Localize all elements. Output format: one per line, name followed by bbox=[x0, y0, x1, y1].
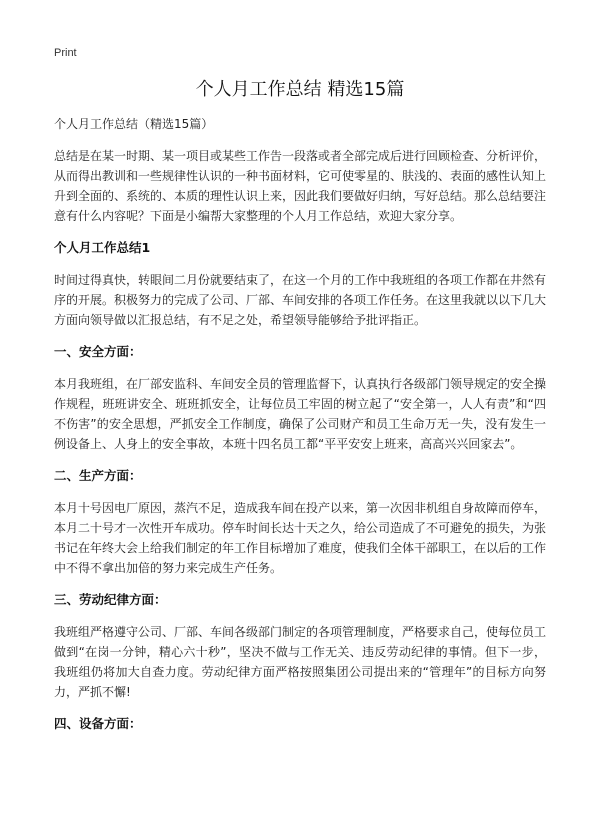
equipment-heading: 四、设备方面： bbox=[54, 716, 142, 731]
production-heading: 二、生产方面： bbox=[54, 468, 142, 483]
document-subtitle: 个人月工作总结（精选15篇） bbox=[54, 117, 214, 131]
section-1-heading: 个人月工作总结1 bbox=[54, 240, 151, 255]
discipline-heading: 三、劳动纪律方面： bbox=[54, 592, 167, 607]
production-paragraph: 本月十号因电厂原因，蒸汽不足，造成我车间在投产以来，第一次因非机组自身故障而停车，本月二十号才一次性开车成功。停车时间长达十天之久，给公司造成了不可避免的损失，为张书记在年终大会上给我们制定的年工作目标增加了难度，使我们全体干部职工，在以后的工作中不得不拿出加倍的努力来完成生产任务。 bbox=[54, 501, 547, 575]
safety-paragraph: 本月我班组，在厂部安监科、车间安全员的管理监督下，认真执行各级部门领导规定的安全操作规程，班班讲安全、班班抓安全，让每位员工牢固的树立起了“安全第一，人人有责”和“四不伤害”的安全思想，严抓安全工作制度，确保了公司财产和员工生命万无一失，没有发生一例设备上、人身上的安全事故，本班十四名员工都“平平安安上班来，高高兴兴回家去”。 bbox=[54, 377, 547, 451]
discipline-paragraph: 我班组严格遵守公司、厂部、车间各级部门制定的各项管理制度，严格要求自己，使每位员工做到“在岗一分钟，精心六十秒”，坚决不做与工作无关、违反劳动纪律的事情。但下一步，我班组仍将加大自查力度。劳动纪律方面严格按照集团公司提出来的“管理年”的目标方向努力，严抓不懈! bbox=[54, 625, 547, 699]
document-title: 个人月工作总结 精选15篇 bbox=[195, 79, 405, 100]
section-1-paragraph: 时间过得真快，转眼间二月份就要结束了，在这一个月的工作中我班组的各项工作都在井然有序的开展。积极努力的完成了公司、厂部、车间安排的各项工作任务。在这里我就以以下几大方面向领导做以汇报总结，有不足之处，希望领导能够给予批评指正。 bbox=[54, 273, 547, 327]
print-label[interactable]: Print bbox=[54, 47, 77, 59]
intro-paragraph: 总结是在某一时期、某一项目或某些工作告一段落或者全部完成后进行回顾检查、分析评价，从而得出教训和一些规律性认识的一种书面材料，它可使零星的、肤浅的、表面的感性认知上升到全面的、系统的、本质的理性认识上来，因此我们要做好归纳，写好总结。那么总结要注意有什么内容呢？下面是小编帮大家整理的个人月工作总结，欢迎大家分享。 bbox=[54, 149, 547, 223]
safety-heading: 一、安全方面： bbox=[54, 344, 142, 359]
